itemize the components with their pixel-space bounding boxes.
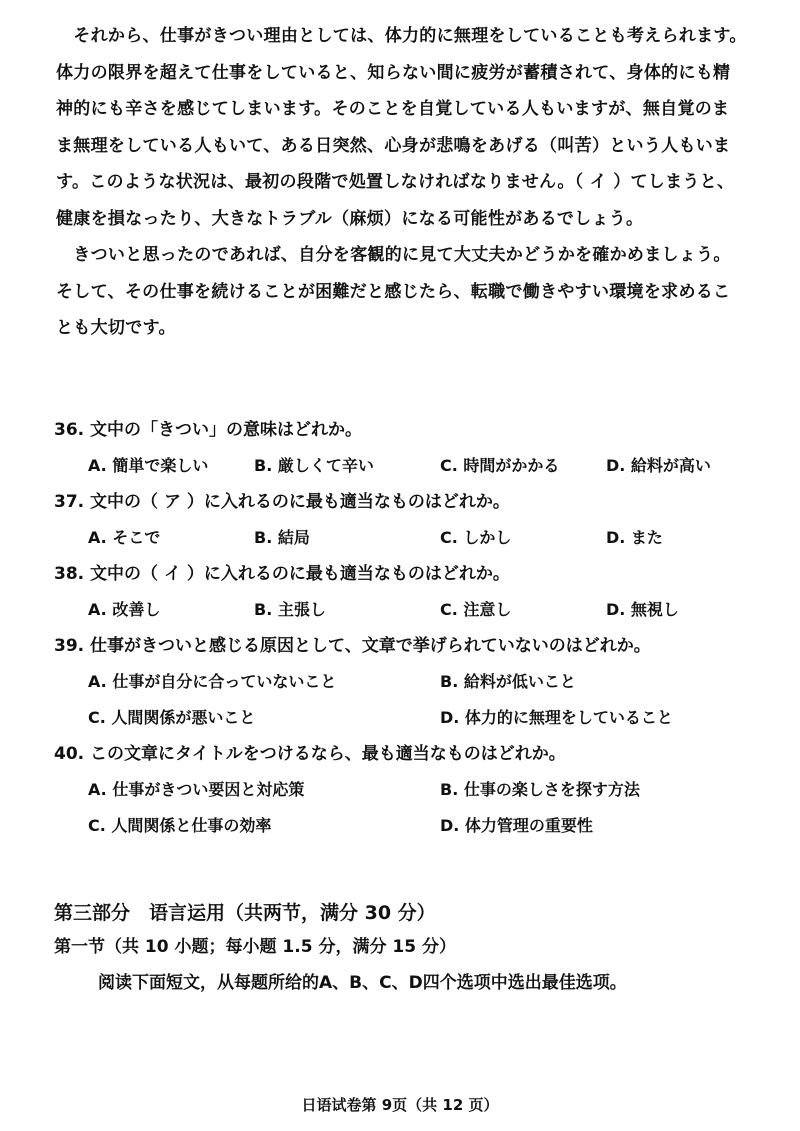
option-d: D. 給料が高い bbox=[606, 456, 711, 475]
option-a: A. 仕事がきつい要因と対応策 bbox=[88, 780, 305, 799]
question-38 bbox=[54, 556, 764, 628]
option-b: B. 結局 bbox=[254, 528, 310, 547]
option-d: D. 体力管理の重要性 bbox=[440, 816, 593, 835]
question-37 bbox=[54, 484, 764, 556]
option-b: B. 給料が低いこと bbox=[440, 672, 576, 691]
option-c: C. 注意し bbox=[440, 600, 512, 619]
option-d: D. 無視し bbox=[606, 600, 679, 619]
passage-line: とも大切です。 bbox=[56, 318, 176, 338]
option-a: A. 簡単で楽しい bbox=[88, 456, 209, 475]
option-row bbox=[54, 448, 764, 484]
passage-line: 健康を損なったり、大きなトラブル（麻烦）になる可能性があるでしょう。 bbox=[56, 208, 644, 229]
passage-line: きついと思ったのであれば、自分を客観的に見て大丈夫かどうかを確かめましょう。 bbox=[56, 245, 731, 265]
section-subtitle: 第一节（共 10 小题；每小题 1.5 分，满分 15 分） bbox=[54, 937, 456, 957]
page-footer: 日语试卷第 9页（共 12 页） bbox=[301, 1096, 499, 1114]
section-instruction: 阅读下面短文，从每题所给的A、B、C、D四个选项中选出最佳选项。 bbox=[98, 973, 627, 993]
option-a: A. 仕事が自分に合っていないこと bbox=[88, 672, 337, 691]
question-stem: 40. この文章にタイトルをつけるなら、最も適当なものはどれか。 bbox=[54, 744, 566, 764]
option-a: A. 改善し bbox=[88, 600, 161, 619]
option-row bbox=[54, 664, 764, 700]
passage-line: それから、仕事がきつい理由としては、体力的に無理をしていることも考えられます。 bbox=[56, 26, 747, 46]
passage-line: 神的にも辛さを感じてしまいます。そのことを自覚している人もいますが、無自覚のま bbox=[56, 99, 730, 119]
passage-line: 体力の限界を超えて仕事をしていると、知らない間に疲労が蓄積されて、身体的にも精 bbox=[56, 62, 731, 83]
option-row bbox=[54, 808, 764, 844]
reading-passage bbox=[56, 18, 756, 347]
option-b: B. 主張し bbox=[254, 600, 326, 619]
option-a: A. そこで bbox=[88, 528, 161, 547]
passage-line: ま無理をしている人もいて、ある日突然、心身が悲鳴をあげる（叫苦）という人もいま bbox=[56, 135, 731, 156]
option-c: C. 人間関係が悪いこと bbox=[88, 708, 256, 727]
question-stem: 38. 文中の（ イ ）に入れるのに最も適当なものはどれか。 bbox=[54, 564, 510, 584]
option-row bbox=[54, 592, 764, 628]
option-row bbox=[54, 772, 764, 808]
option-c: C. 時間がかかる bbox=[440, 456, 560, 475]
passage-line: そして、その仕事を続けることが困難だと感じたら、転職で働きやすい環境を求めるこ bbox=[56, 281, 731, 302]
question-stem: 39. 仕事がきついと感じる原因として、文章で挙げられていないのはどれか。 bbox=[54, 636, 651, 656]
question-stem: 36. 文中の「きつい」の意味はどれか。 bbox=[54, 420, 363, 440]
option-c: C. 人間関係と仕事の効率 bbox=[88, 816, 272, 835]
option-c: C. しかし bbox=[440, 528, 512, 547]
question-39 bbox=[54, 628, 764, 736]
option-row bbox=[54, 520, 764, 556]
passage-line: す。このような状況は、最初の段階で処置しなければなりません。（ イ ）てしまうと、 bbox=[56, 172, 735, 192]
question-36 bbox=[54, 412, 764, 484]
option-b: B. 仕事の楽しさを探す方法 bbox=[440, 780, 640, 799]
option-d: D. 体力的に無理をしていること bbox=[440, 708, 673, 727]
question-40 bbox=[54, 736, 764, 844]
option-b: B. 厳しくて辛い bbox=[254, 456, 374, 475]
option-row bbox=[54, 700, 764, 736]
question-stem: 37. 文中の（ ア ）に入れるのに最も適当なものはどれか。 bbox=[54, 492, 510, 512]
option-d: D. また bbox=[606, 528, 663, 547]
section-title: 第三部分 语言运用（共两节，满分 30 分） bbox=[54, 902, 436, 924]
section-header bbox=[54, 896, 764, 1002]
question-list bbox=[54, 412, 764, 844]
